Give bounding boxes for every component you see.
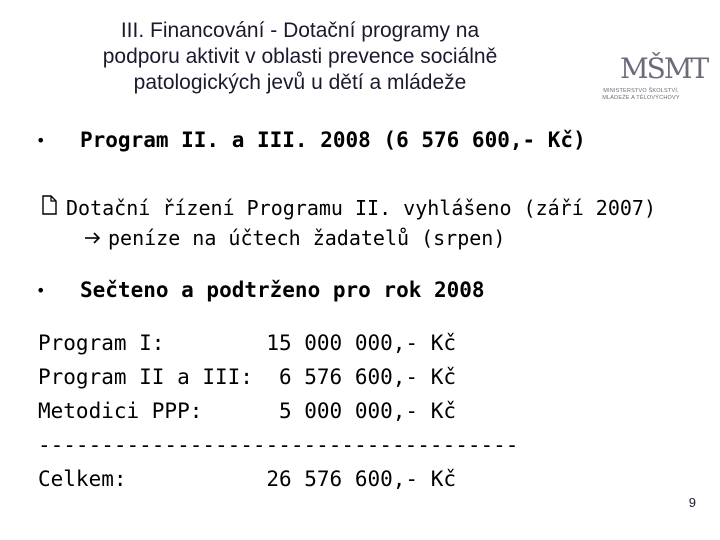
title-line-2: podporu aktivit v oblasti prevence sociálně — [102, 45, 498, 68]
slide-title — [20, 18, 580, 96]
grant-announcement-line-1 — [40, 193, 656, 223]
ledger-label: Metodici PPP: — [38, 399, 203, 423]
ledger-total-label: Celkem: — [38, 467, 127, 491]
ledger-amount: 5 000 000,- Kč — [278, 399, 456, 423]
ledger-total-row — [38, 462, 518, 496]
bullet-dot-icon: • — [36, 130, 46, 150]
bullet-program-2008 — [36, 128, 586, 152]
logo-text-line-1: MINISTERSTVO ŠKOLSTVÍ, — [603, 88, 679, 94]
ledger-amount: 15 000 000,- Kč — [266, 331, 456, 355]
ledger-label: Program II a III: — [38, 365, 253, 389]
bullet-summary-2008 — [36, 278, 485, 302]
grant-announcement-text: Dotační řízení Programu II. vyhlášeno (září 2007) — [66, 196, 657, 220]
msmt-logo — [596, 52, 708, 102]
title-line-1: III. Financování - Dotační programy na — [120, 19, 480, 42]
ledger-row — [38, 360, 518, 394]
title-line-3: patologických jevů u dětí a mládeže — [133, 71, 467, 94]
bullet-dot-icon: • — [36, 280, 46, 300]
ledger-label: Program I: — [38, 331, 165, 355]
bullet-program-2008-text: Program II. a III. 2008 (6 576 600,- Kč) — [80, 128, 586, 152]
folder-icon — [40, 193, 66, 223]
grant-announcement-line-2 — [40, 223, 656, 254]
logo-mark: MŠMT — [620, 52, 708, 85]
grant-announcement-paragraph — [40, 193, 656, 254]
ledger-total-amount: 26 576 600,- Kč — [266, 467, 456, 491]
bullet-summary-2008-text: Sečteno a podtrženo pro rok 2008 — [80, 278, 485, 302]
ledger-divider: -------------------------------------- — [38, 433, 519, 457]
page-number: 9 — [688, 495, 696, 510]
logo-text — [596, 88, 686, 102]
right-arrow-icon — [84, 224, 108, 254]
logo-text-line-2: MLÁDEŽE A TĚLOVÝCHOVY — [602, 95, 680, 101]
ledger-row — [38, 394, 518, 428]
money-in-accounts-text: peníze na účtech žadatelů (srpen) — [108, 226, 506, 250]
ledger-amount: 6 576 600,- Kč — [278, 365, 456, 389]
ledger-row — [38, 326, 518, 360]
budget-ledger — [38, 326, 518, 496]
